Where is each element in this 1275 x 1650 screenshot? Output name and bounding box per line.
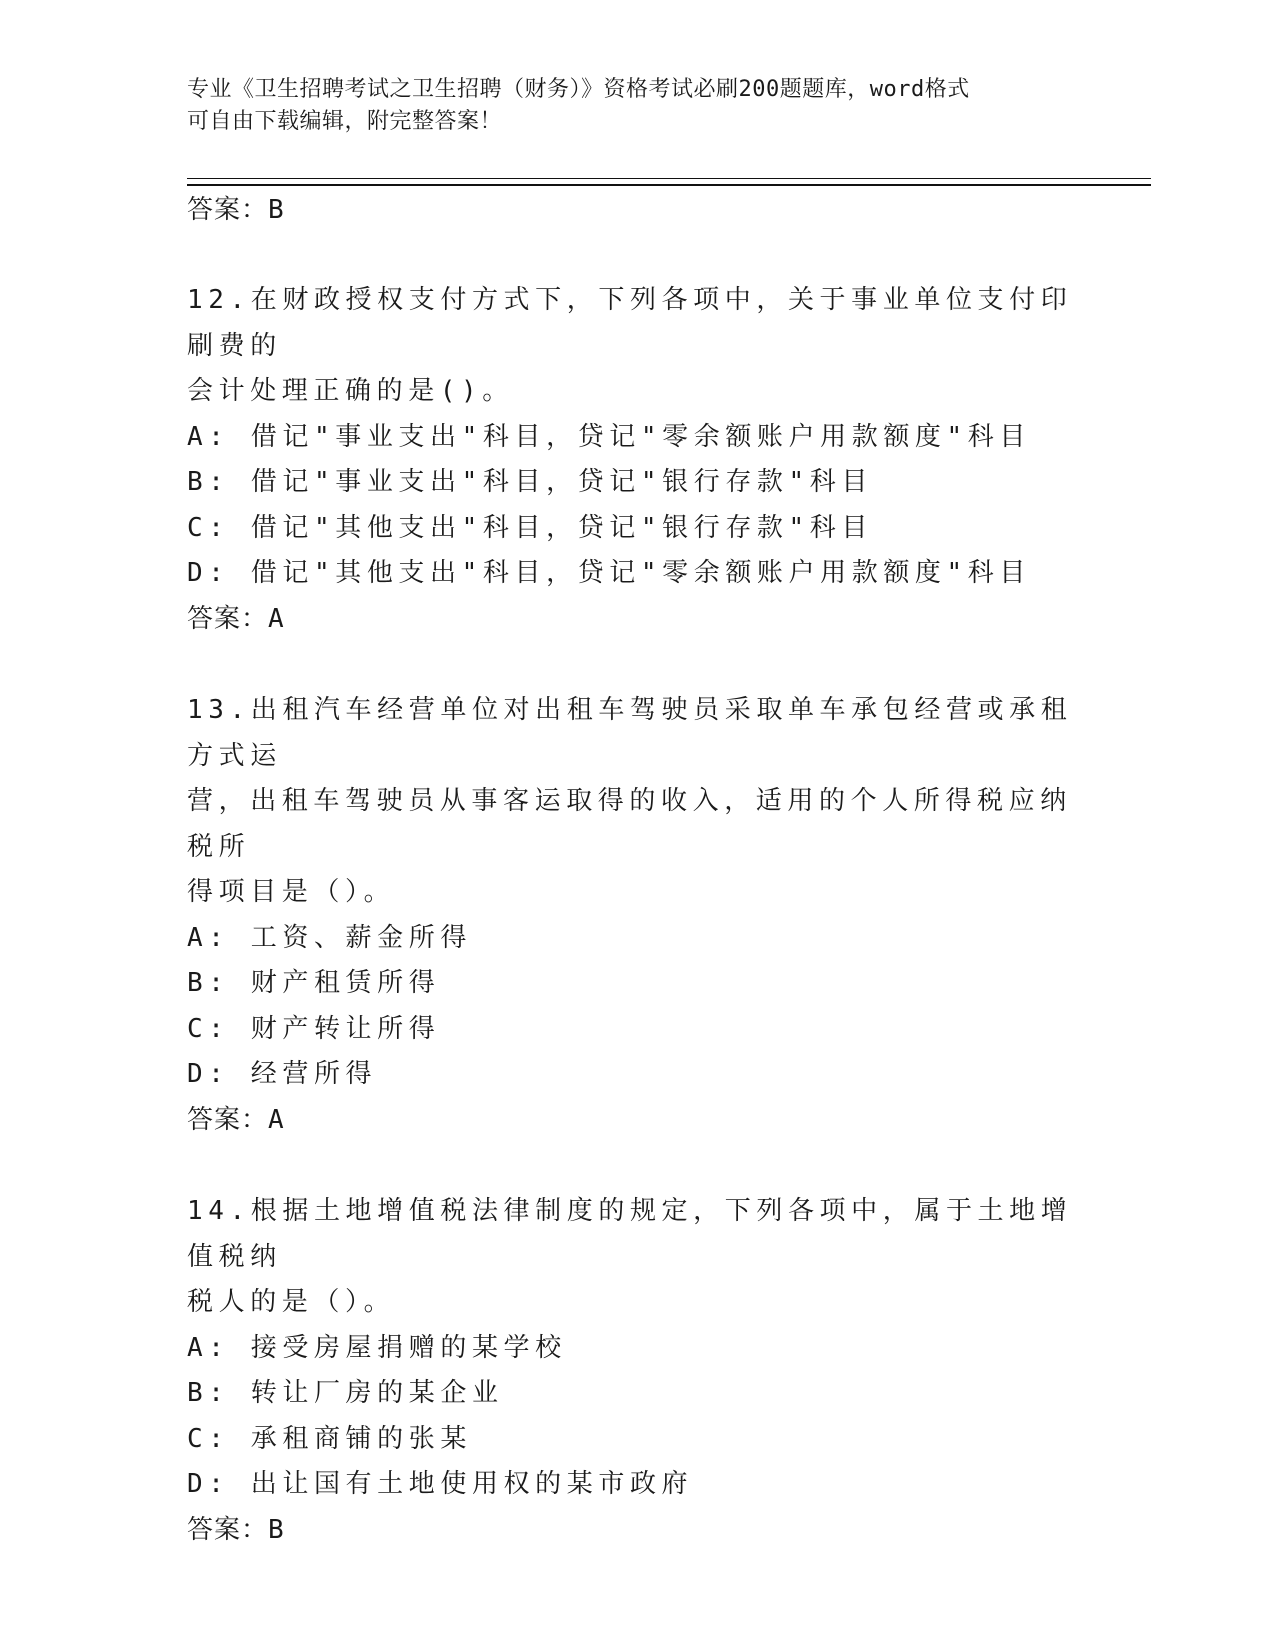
header-line-1: 专业《卫生招聘考试之卫生招聘（财务）》资格考试必刷200题题库，word格式 (187, 77, 970, 102)
option-b: B: 财产租赁所得 (187, 968, 441, 998)
page-header (187, 74, 1087, 138)
option-a: A: 接受房屋捐赠的某学校 (187, 1332, 567, 1363)
question-stem: 14.根据土地增值税法律制度的规定，下列各项中，属于土地增值税纳 (187, 1196, 1073, 1272)
option-d: D: 借记"其他支出"科目，贷记"零余额账户用款额度"科目 (187, 558, 1031, 588)
question-stem: 税人的是（）。 (187, 1287, 396, 1317)
option-a: A: 工资、薪金所得 (187, 922, 472, 953)
question-stem: 会计处理正确的是()。 (187, 376, 514, 406)
question-stem: 13.出租汽车经营单位对出租车驾驶员采取单车承包经营或承租方式运 (187, 695, 1073, 771)
question-stem: 得项目是（）。 (187, 877, 396, 907)
header-line-2: 可自由下载编辑，附完整答案！ (187, 109, 503, 134)
option-b: B: 转让厂房的某企业 (187, 1378, 504, 1408)
option-c: C: 财产转让所得 (187, 1013, 441, 1044)
answer: 答案：A (187, 1104, 285, 1135)
option-c: C: 承租商铺的张某 (187, 1423, 472, 1454)
question-stem: 12.在财政授权支付方式下，下列各项中，关于事业单位支付印刷费的 (187, 285, 1073, 361)
answer: 答案：A (187, 603, 285, 634)
previous-answer: 答案：B (187, 195, 285, 225)
option-a: A: 借记"事业支出"科目，贷记"零余额账户用款额度"科目 (187, 421, 1031, 452)
question-stem: 营，出租车驾驶员从事客运取得的收入，适用的个人所得税应纳税所 (187, 786, 1072, 862)
question-13 (187, 688, 1077, 1143)
option-b: B: 借记"事业支出"科目，贷记"银行存款"科目 (187, 467, 873, 497)
header-divider (187, 178, 1151, 186)
question-list (187, 278, 1077, 1599)
option-d: D: 出让国有土地使用权的某市政府 (187, 1469, 694, 1499)
option-c: C: 借记"其他支出"科目，贷记"银行存款"科目 (187, 512, 873, 543)
question-14 (187, 1189, 1077, 1553)
question-12 (187, 278, 1077, 642)
answer: 答案：B (187, 1514, 285, 1545)
option-d: D: 经营所得 (187, 1059, 378, 1089)
